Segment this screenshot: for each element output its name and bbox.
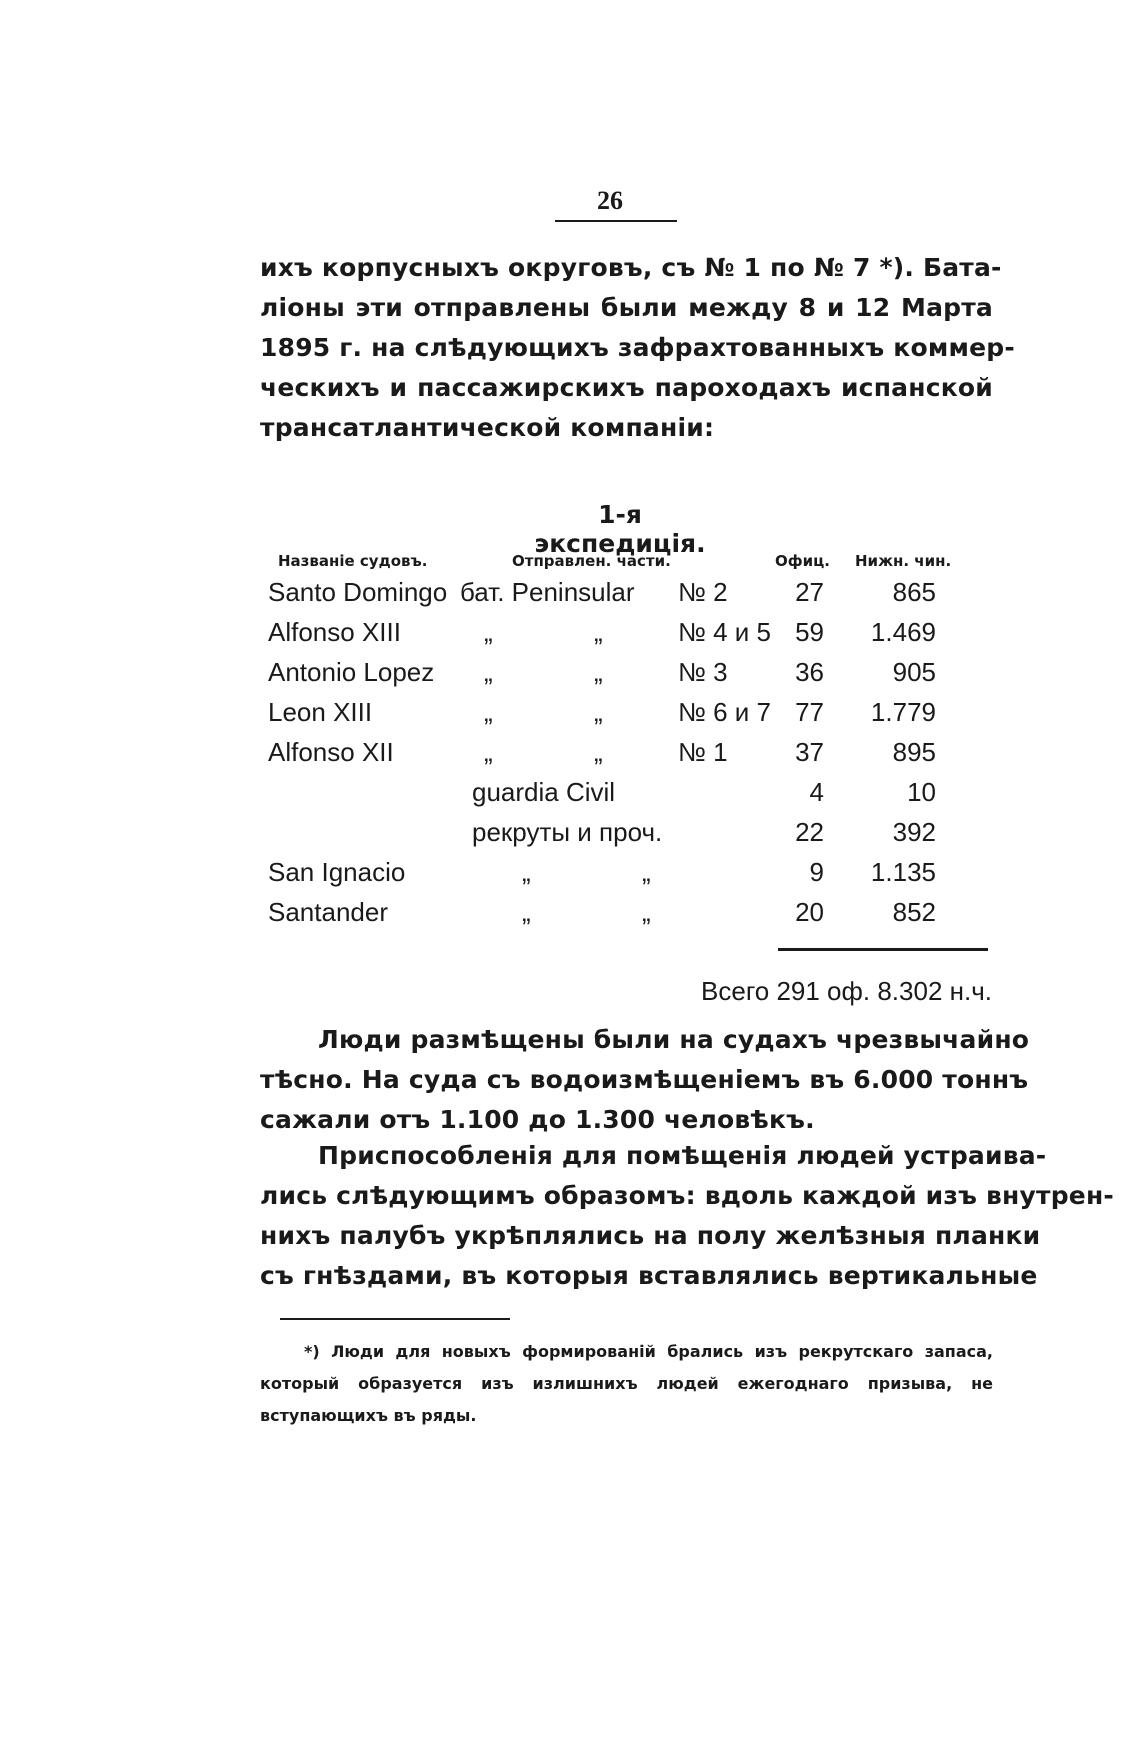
footnote-line: *) Люди для новыхъ формированій брались изъ рекрутскаго запаса, (304, 1342, 993, 1361)
cell-number: № 1 (678, 737, 728, 767)
table-total: Всего 291 оф. 8.302 н.ч. (701, 976, 992, 1006)
header-ship-name: Названіе судовъ. (278, 552, 428, 570)
intro-line: трансатлантической компаніи: (260, 413, 715, 442)
cell-ditto: „ (594, 657, 603, 687)
cell-officers: 4 (809, 777, 824, 807)
header-unit: Отправлен. части. (512, 552, 671, 570)
footnote-line: который образуется изъ излишнихъ людей ежегоднаго призыва, не (260, 1374, 993, 1393)
cell-number: № 6 и 7 (678, 697, 772, 727)
paragraph-line: Приспособленія для помѣщенія людей устраива- (318, 1141, 1047, 1170)
cell-officers: 59 (795, 617, 824, 647)
cell-ditto: „ (594, 697, 603, 727)
paragraph-line: тѣсно. На суда съ водоизмѣщеніемъ въ 6.000 тоннъ (260, 1065, 1029, 1094)
header-lower-ranks: Нижн. чин. (855, 552, 952, 570)
header-officers: Офиц. (775, 552, 830, 570)
cell-officers: 20 (795, 897, 824, 927)
cell-ranks: 852 (892, 897, 936, 927)
cell-ranks: 10 (907, 777, 936, 807)
cell-unit: „ (522, 857, 531, 887)
cell-ditto: „ (594, 737, 603, 767)
expedition-heading: 1-я экспедиція. (534, 500, 706, 558)
cell-unit: „ (484, 617, 493, 647)
intro-line: ліоны эти отправлены были между 8 и 12 Марта (260, 293, 993, 322)
cell-ranks: 1.469 (870, 617, 936, 647)
cell-unit: „ (484, 657, 493, 687)
intro-line: ческихъ и пассажирскихъ пароходахъ испанской (260, 373, 993, 402)
page-number: 26 (597, 186, 623, 215)
cell-ship: Antonio Lopez (268, 657, 435, 687)
cell-unit: „ (484, 737, 493, 767)
page-number-rule (555, 220, 677, 222)
cell-officers: 37 (795, 737, 824, 767)
cell-unit: рекруты и проч. (472, 817, 663, 847)
cell-number: № 3 (678, 657, 728, 687)
cell-officers: 27 (795, 577, 824, 607)
cell-ranks: 865 (892, 577, 936, 607)
cell-officers: 22 (795, 817, 824, 847)
cell-officers: 36 (795, 657, 824, 687)
cell-unit: бат. Peninsular (460, 577, 635, 607)
paragraph-line: лись слѣдующимъ образомъ: вдоль каждой изъ внутрен- (260, 1181, 1114, 1210)
cell-ranks: 895 (892, 737, 936, 767)
cell-ship: Santander (268, 897, 388, 927)
cell-ship: Alfonso XII (268, 737, 394, 767)
cell-ship: Leon XIII (268, 697, 373, 727)
paragraph-line: нихъ палубъ укрѣплялись на полу желѣзныя планки (260, 1221, 1041, 1250)
cell-ranks: 1.779 (870, 697, 936, 727)
cell-officers: 77 (795, 697, 824, 727)
cell-ship: San Ignacio (268, 857, 406, 887)
cell-ranks: 392 (892, 817, 936, 847)
paragraph-line: Люди размѣщены были на судахъ чрезвычайно (318, 1025, 1030, 1054)
cell-unit: „ (484, 697, 493, 727)
cell-ditto: „ (642, 857, 651, 887)
paragraph-line: съ гнѣздами, въ которыя вставлялись вертикальные (260, 1261, 1038, 1290)
footnote-line: вступающихъ въ ряды. (260, 1406, 477, 1425)
intro-line: ихъ корпусныхъ округовъ, съ № 1 по № 7 *). Бата- (260, 253, 1002, 282)
cell-ditto: „ (642, 897, 651, 927)
cell-number: № 4 и 5 (678, 617, 772, 647)
cell-ranks: 905 (892, 657, 936, 687)
intro-line: 1895 г. на слѣдующихъ зафрахтованныхъ коммер- (260, 333, 1015, 362)
footnote-rule (280, 1318, 510, 1320)
cell-unit: „ (522, 897, 531, 927)
total-rule (778, 948, 988, 951)
cell-ditto: „ (594, 617, 603, 647)
cell-officers: 9 (809, 857, 824, 887)
cell-ranks: 1.135 (870, 857, 936, 887)
cell-number: № 2 (678, 577, 728, 607)
paragraph-line: сажали отъ 1.100 до 1.300 человѣкъ. (260, 1105, 815, 1134)
cell-ship: Alfonso XIII (268, 617, 401, 647)
cell-ship: Santo Domingo (268, 577, 448, 607)
cell-unit: guardia Civil (472, 777, 616, 807)
